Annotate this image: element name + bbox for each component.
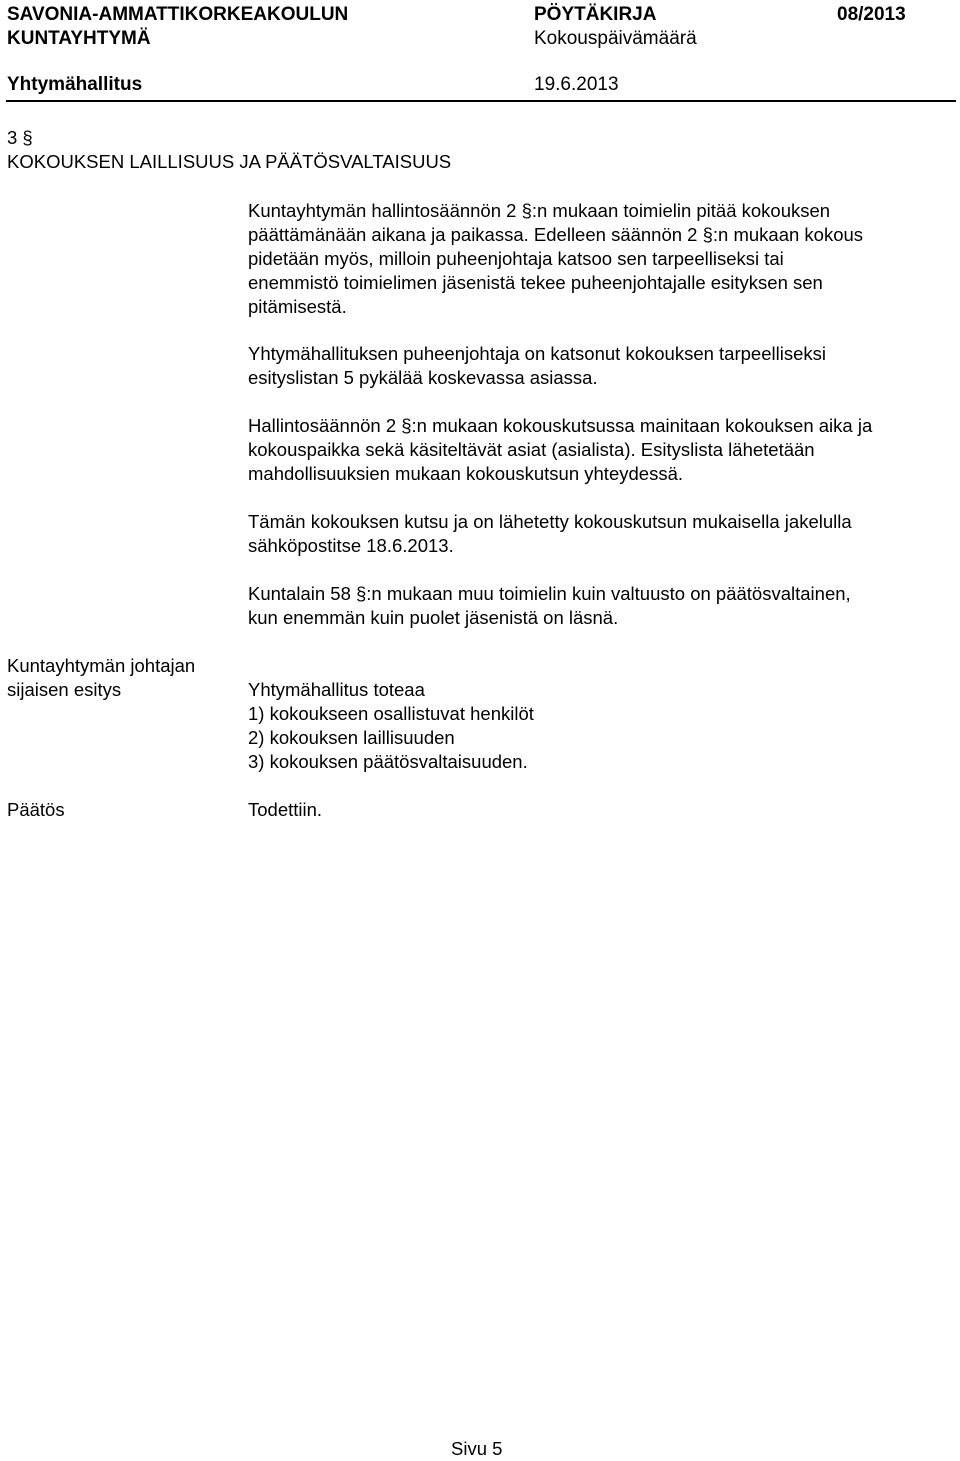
proposal-item: 2) kokouksen laillisuuden — [248, 727, 455, 748]
proposal-intro: Yhtymähallitus toteaa — [248, 679, 425, 700]
paragraph-line: Hallintosäännön 2 §:n mukaan kokouskutsussa mainitaan kokouksen aika ja — [248, 415, 873, 436]
paragraph-line: Tämän kokouksen kutsu ja on lähetetty kokouskutsun mukaisella jakelulla — [248, 511, 852, 532]
paragraph-line: kun enemmän kuin puolet jäsenistä on läsnä. — [248, 607, 619, 628]
proposal-label-line: sijaisen esitys — [7, 679, 122, 700]
proposal-item: 3) kokouksen päätösvaltaisuuden. — [248, 751, 528, 772]
organization-name-line1: SAVONIA-AMMATTIKORKEAKOULUN — [7, 4, 349, 25]
paragraph-line: enemmistö toimielimen jäsenistä tekee puheenjohtajalle esityksen sen — [248, 272, 823, 293]
proposal-item: 1) kokoukseen osallistuvat henkilöt — [248, 703, 534, 724]
proposal-label-line: Kuntayhtymän johtajan — [7, 655, 196, 676]
section-title: KOKOUKSEN LAILLISUUS JA PÄÄTÖSVALTAISUUS — [7, 151, 452, 172]
paragraph-3 — [248, 414, 953, 486]
page-number: Sivu 5 — [451, 1438, 503, 1459]
paragraph-4 — [248, 510, 953, 558]
paragraph-line: pitämisestä. — [248, 296, 347, 317]
paragraph-line: Kuntayhtymän hallintosäännön 2 §:n mukaan toimielin pitää kokouksen — [248, 200, 831, 221]
organization-name-line2: KUNTAYHTYMÄ — [7, 28, 151, 49]
paragraph-line: Yhtymähallituksen puheenjohtaja on katsonut kokouksen tarpeelliseksi — [248, 343, 826, 364]
body-name: Yhtymähallitus — [7, 74, 143, 95]
date-label: Kokouspäivämäärä — [534, 28, 697, 49]
paragraph-1 — [248, 199, 953, 319]
paragraph-line: kokouspaikka sekä käsiteltävät asiat (asialista). Esityslista lähetetään — [248, 439, 815, 460]
decision-text: Todettiin. — [248, 799, 323, 820]
document-number: 08/2013 — [837, 4, 906, 25]
paragraph-line: esityslistan 5 pykälää koskevassa asiassa. — [248, 367, 598, 388]
header-divider — [6, 100, 956, 102]
proposal-text — [248, 678, 953, 774]
proposal-label — [7, 654, 195, 702]
paragraph-line: pidetään myös, milloin puheenjohtaja katsoo sen tarpeelliseksi tai — [248, 248, 784, 269]
paragraph-line: mahdollisuuksien mukaan kokouskutsun yhteydessä. — [248, 463, 683, 484]
paragraph-2 — [248, 342, 953, 390]
decision-label: Päätös — [7, 799, 65, 820]
paragraph-line: sähköpostitse 18.6.2013. — [248, 535, 454, 556]
section-number: 3 § — [7, 127, 33, 148]
meeting-date: 19.6.2013 — [534, 74, 619, 95]
paragraph-line: päättämänään aikana ja paikassa. Edelleen säännön 2 §:n mukaan kokous — [248, 224, 864, 245]
paragraph-line: Kuntalain 58 §:n mukaan muu toimielin kuin valtuusto on päätösvaltainen, — [248, 583, 851, 604]
paragraph-5 — [248, 582, 953, 630]
document-type: PÖYTÄKIRJA — [534, 4, 657, 25]
